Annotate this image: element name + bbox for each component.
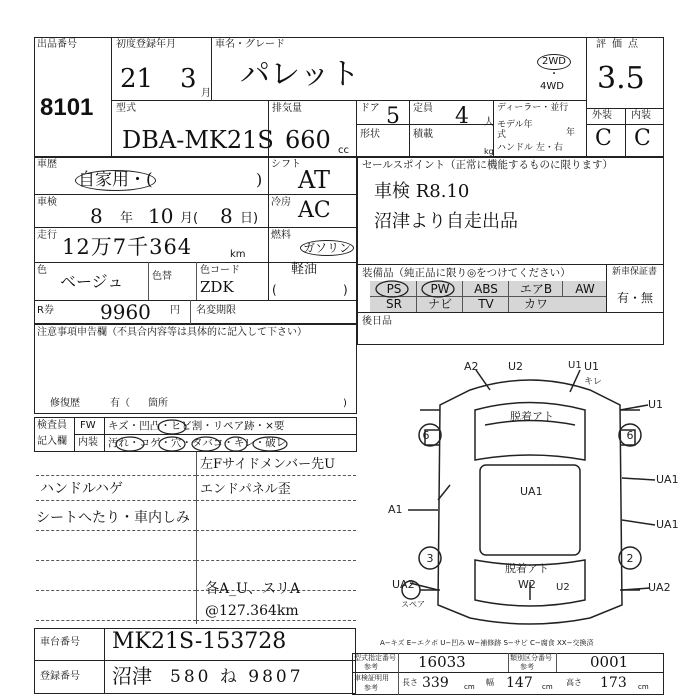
- mark-ua2-right: UA2: [648, 581, 671, 594]
- reg-year: 21: [120, 64, 154, 94]
- inspection-day-unit: 日): [240, 211, 259, 226]
- inspection-label: 車検: [37, 197, 57, 208]
- handle-label: ハンドル 左・右: [497, 143, 563, 153]
- wheel-fr: 6: [626, 429, 634, 442]
- fuel-gasoline: ガソリン: [300, 240, 354, 256]
- fuel-diesel: 軽油: [291, 262, 318, 277]
- equip-leather: カワ: [523, 297, 548, 311]
- int-check-text: 汚れ・コゲ・穴・タバコ・キレ・破レ: [108, 437, 287, 449]
- capacity-value: 4: [455, 104, 469, 129]
- damage-legend: A−キズ E−エクボ U−凹み W−補修跡 S−サビ C−腐食 XX−交換済: [380, 639, 594, 647]
- wheel-fl: 6: [422, 429, 430, 442]
- equipment-circles: [372, 279, 492, 299]
- after-items-label: 後日品: [362, 316, 392, 327]
- model-value: DBA-MK21S: [122, 126, 274, 154]
- class-no-label: 類別区分番号: [510, 654, 552, 662]
- lot-label: 出品番号: [37, 39, 77, 50]
- fw-label: FW: [80, 420, 96, 431]
- mileage-unit: km: [230, 249, 246, 260]
- inspection-month: 10: [148, 204, 174, 228]
- note-overall: 各A_U、スリA: [205, 581, 301, 597]
- fuel-paren-open: (: [272, 283, 277, 297]
- mark-a2-top: A2: [464, 360, 479, 373]
- month-char: 月: [201, 88, 211, 99]
- note-side-member: 左Fサイドメンバー先U: [200, 457, 336, 472]
- type-no-ref: 参考: [364, 663, 378, 671]
- color-label: 色: [37, 265, 47, 276]
- displacement-value: 660: [285, 126, 331, 154]
- model-year-label: モデル年式: [497, 120, 533, 140]
- diagram-text-bottom1: 脱着アト: [505, 562, 549, 575]
- note-end-panel: エンドパネル歪: [200, 482, 291, 497]
- inspector-label-1: 検査員: [37, 420, 67, 431]
- class-no-ref: 参考: [520, 663, 534, 671]
- note-mileage: @127.364km: [205, 603, 299, 619]
- mark-u1-kire: U1: [584, 360, 600, 373]
- color-change-label: 色替: [152, 271, 172, 282]
- svg-text:キレ: キレ: [584, 377, 602, 387]
- recycle-unit: 円: [170, 305, 180, 316]
- drive-4wd: 4WD: [540, 81, 564, 92]
- equip-aw: AW: [575, 282, 595, 296]
- capacity-label: 定員: [413, 103, 433, 114]
- sales-line-2: 沼津より自走出品: [374, 211, 518, 232]
- capacity-unit: 人: [484, 117, 494, 128]
- repair-part: 箇所: [148, 398, 168, 409]
- grade-label: 評価点: [596, 39, 644, 50]
- mileage-label: 走行: [37, 230, 57, 241]
- type-no-value: 16033: [418, 653, 466, 671]
- grade-value: 3.5: [597, 61, 645, 96]
- equip-pw: PW: [430, 282, 450, 296]
- plate-label: 登録番号: [40, 671, 80, 682]
- displacement-unit: cc: [338, 145, 349, 156]
- door-value: 5: [386, 104, 400, 129]
- warranty-label: 新車保証書: [612, 267, 658, 277]
- repair-close: ): [343, 398, 347, 409]
- ac-label: 冷房: [271, 197, 291, 208]
- warranty-value: 有・無: [617, 291, 654, 305]
- height-unit: cm: [638, 683, 649, 691]
- equip-airbag: エアB: [519, 282, 553, 296]
- cert-ref: 参考: [364, 684, 378, 692]
- type-no-label: 型式指定番号: [354, 654, 396, 662]
- name-change-label: 名変期限: [196, 305, 236, 316]
- car-name: パレット: [240, 57, 360, 92]
- ac-value: AC: [298, 198, 331, 223]
- repair-label: 修復歴: [50, 398, 80, 409]
- history-close: ): [256, 170, 263, 189]
- mark-ua2-left: UA2: [392, 578, 415, 591]
- color-code-value: ZDK: [200, 278, 234, 296]
- load-label: 積載: [413, 129, 433, 140]
- inspector-label-2: 記入欄: [37, 436, 67, 447]
- reg-month: 3: [180, 64, 197, 94]
- mileage-value: 12万7千364: [62, 235, 193, 259]
- color-value: ベージュ: [60, 272, 124, 291]
- displacement-label: 排気量: [272, 103, 302, 114]
- fw-text: キズ・凹凸・ヒビ割・リペア跡・×要: [108, 420, 285, 432]
- length-unit: cm: [464, 683, 475, 691]
- inspection-day: 8: [220, 204, 233, 228]
- history-value: 自家用・(: [75, 170, 156, 191]
- sales-line-1: 車検 R8.10: [374, 181, 470, 202]
- cert-label: 車検証明用: [354, 674, 389, 682]
- repair-value: 有（: [110, 398, 130, 409]
- recycle-label: R券: [37, 305, 54, 316]
- exterior-grade: C: [595, 126, 612, 151]
- model-year-unit: 年: [566, 128, 576, 138]
- shape-label: 形状: [360, 129, 380, 140]
- plate-number: 580 ね 9807: [170, 667, 304, 687]
- width-label: 幅: [486, 678, 494, 687]
- mark-ua1-right-1: UA1: [656, 473, 679, 486]
- sales-points-label: セールスポイント（正常に機能するものに限ります）: [362, 159, 614, 171]
- first-reg-label: 初度登録年月: [116, 39, 176, 50]
- height-label: 高さ: [566, 678, 582, 687]
- drive-2wd: 2WD: [537, 54, 571, 70]
- spare-label: スペア: [401, 600, 425, 609]
- diagram-text-bottom2: W2: [518, 578, 536, 591]
- length-label: 長さ: [402, 678, 418, 687]
- wheel-rr: 2: [626, 552, 634, 565]
- note-steering: ハンドルハゲ: [40, 481, 124, 497]
- drive-dot: ・: [549, 69, 559, 80]
- color-code-label: 色コード: [200, 265, 240, 276]
- lot-number: 8101: [40, 94, 94, 121]
- class-no-value: 0001: [590, 653, 629, 671]
- int-check-label: 内装: [78, 437, 98, 448]
- shift-label: シフト: [271, 159, 301, 170]
- inspection-month-unit: 月(: [180, 211, 199, 226]
- load-unit: kg: [484, 147, 494, 156]
- notes-label: 注意事項申告欄（不具合内容等は具体的に記入して下さい）: [37, 327, 307, 338]
- mark-a1-left: A1: [388, 503, 403, 516]
- inspector-circles: [100, 415, 360, 453]
- model-label: 型式: [116, 103, 136, 114]
- interior-label: 内装: [631, 110, 651, 121]
- equip-sr: SR: [386, 297, 402, 311]
- door-label: ドア: [360, 103, 380, 114]
- inspection-year-unit: 年: [120, 211, 134, 226]
- mark-u2-top: U2: [508, 360, 524, 373]
- mark-ua1-right-2: UA1: [656, 518, 679, 531]
- car-name-label: 車名・グレード: [215, 39, 285, 50]
- dealer-label: ディーラー・並行: [497, 103, 569, 113]
- history-label: 車歴: [37, 159, 57, 170]
- length-value: 339: [422, 675, 449, 691]
- mark-u2-bottom: U2: [556, 582, 570, 593]
- chassis-value: MK21S-153728: [112, 629, 287, 654]
- note-seat: シートへたり・車内しみ: [36, 510, 190, 526]
- width-value: 147: [506, 675, 533, 691]
- equip-tv: TV: [478, 297, 494, 311]
- equipment-label: 装備品（純正品に限り◎をつけてください）: [362, 267, 571, 279]
- fuel-label: 燃料: [271, 230, 291, 241]
- diagram-text-top: 脱着アト: [510, 410, 554, 423]
- interior-grade: C: [634, 126, 651, 151]
- mark-u1-right: U1: [648, 398, 664, 411]
- height-value: 173: [600, 675, 627, 691]
- wheel-rl: 3: [426, 552, 434, 565]
- svg-text:U1: U1: [568, 360, 582, 371]
- equip-abs: ABS: [474, 282, 498, 296]
- fuel-paren-close: ): [343, 283, 348, 297]
- recycle-value: 9960: [100, 300, 151, 324]
- car-damage-diagram: [380, 350, 700, 635]
- diagram-text-center: UA1: [520, 485, 543, 498]
- width-unit: cm: [542, 683, 553, 691]
- shift-value: AT: [298, 166, 331, 194]
- equip-navi: ナビ: [427, 297, 452, 311]
- plate-city: 沼津: [112, 664, 152, 688]
- exterior-label: 外装: [592, 110, 612, 121]
- chassis-label: 車台番号: [40, 637, 80, 648]
- inspection-year: 8: [90, 204, 103, 228]
- equip-ps: PS: [386, 282, 402, 296]
